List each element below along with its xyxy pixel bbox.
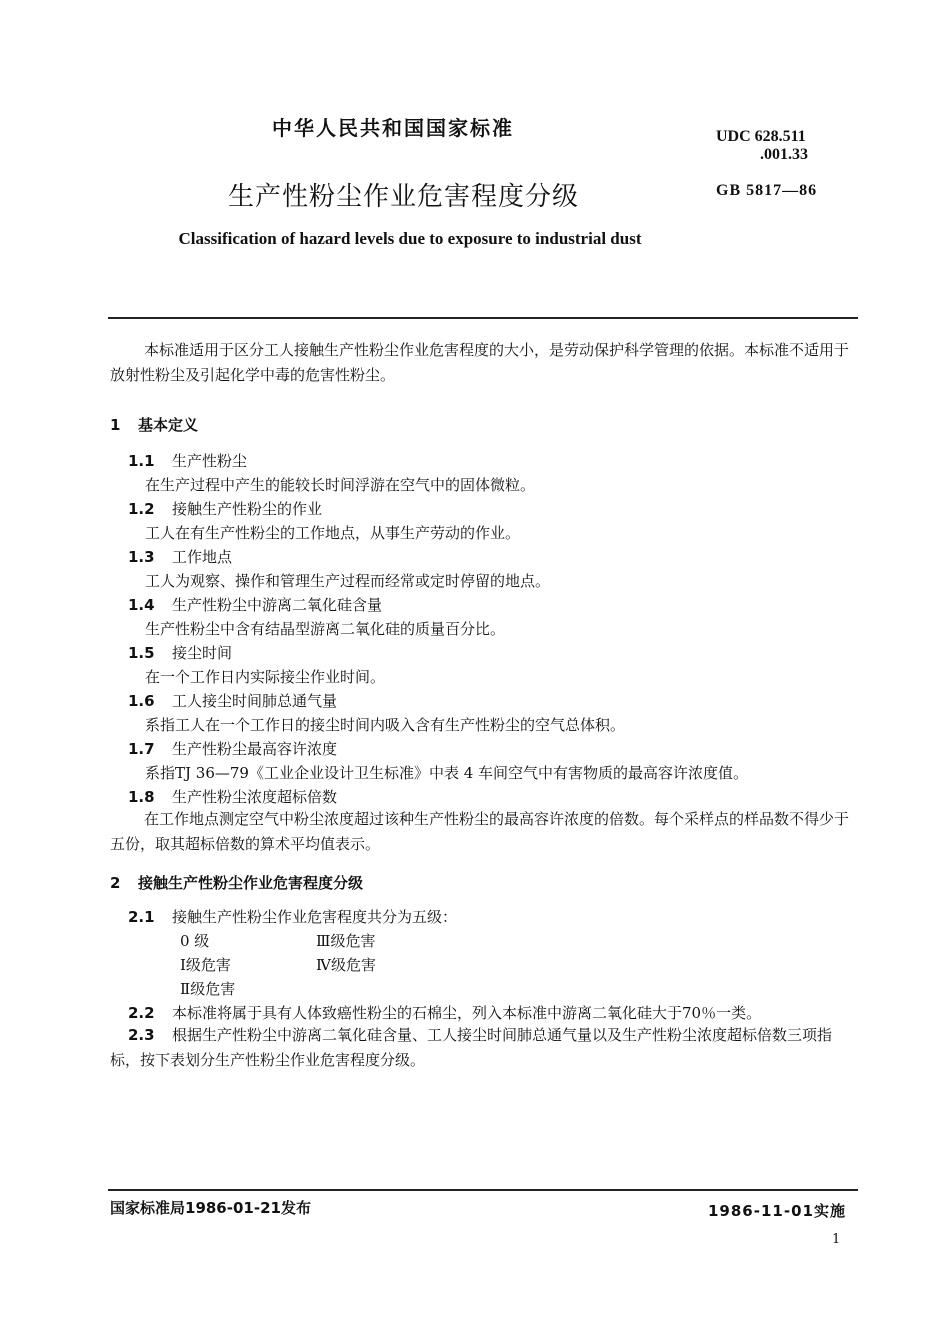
item-1-1-heading [128,450,247,471]
item-1-4-heading [128,594,382,615]
effective-date: 1986-11-01实施 [708,1202,846,1220]
item-number: 1.6 [128,692,155,710]
item-1-3-text: 工人为观察、操作和管理生产过程而经常或定时停留的地点。 [145,572,551,590]
grade-4: Ⅳ级危害 [316,956,376,974]
item-1-5-text: 在一个工作日内实际接尘作业时间。 [145,668,386,686]
item-number: 1.4 [128,596,155,614]
footer-divider [108,1189,858,1191]
page-number: 1 [832,1232,841,1247]
item-1-1-text: 在生产过程中产生的能较长时间浮游在空气中的固体微粒。 [145,476,536,494]
item-number: 1.5 [128,644,155,662]
grade-2: Ⅱ级危害 [180,980,236,998]
item-1-5-heading [128,642,232,663]
section-1-title: 基本定义 [138,416,199,434]
udc-line-2: .001.33 [760,146,808,163]
section-1-heading [110,414,198,435]
item-1-3-heading [128,546,232,567]
section-2-number: 2 [110,874,121,892]
item-1-4-text: 生产性粉尘中含有结晶型游离二氧化硅的质量百分比。 [145,620,506,638]
item-1-8-heading [128,786,337,807]
item-title: 接尘时间 [172,644,233,662]
item-number: 1.8 [128,788,155,806]
item-title: 生产性粉尘中游离二氧化硅含量 [172,596,383,614]
item-title: 生产性粉尘 [172,452,248,470]
grade-0: 0 级 [180,932,210,950]
item-title: 生产性粉尘浓度超标倍数 [172,788,338,806]
item-1-2-text: 工人在有生产性粉尘的工作地点，从事生产劳动的作业。 [145,524,521,542]
item-number: 1.2 [128,500,155,518]
item-1-6-text: 系指工人在一个工作日的接尘时间内吸入含有生产性粉尘的空气总体积。 [145,716,626,734]
item-text: 根据生产性粉尘中游离二氧化硅含量、工人接尘时间肺总通气量以及生产性粉尘浓度超标倍数三项指标，按下表划分生产性粉尘作业危害程度分级。 [110,1026,833,1069]
item-1-2-heading [128,498,322,519]
item-number: 2.3 [128,1026,155,1044]
national-standard-heading: 中华人民共和国国家标准 [272,116,514,140]
section-1-number: 1 [110,416,121,434]
item-title: 接触生产性粉尘的作业 [172,500,323,518]
item-title: 生产性粉尘最高容许浓度 [172,740,338,758]
item-1-7-heading [128,738,337,759]
item-1-6-heading [128,690,337,711]
item-title: 工人接尘时间肺总通气量 [172,692,338,710]
issued-date: 国家标准局1986-01-21发布 [110,1199,311,1217]
udc-line-1: UDC 628.511 [716,128,806,145]
item-number: 1.1 [128,452,155,470]
item-1-7-text: 系指TJ 36—79《工业企业设计卫生标准》中表 4 车间空气中有害物质的最高容许浓度值。 [145,764,749,782]
item-2-1 [128,906,457,927]
section-2-heading [110,872,363,893]
header-divider [108,317,858,319]
intro-paragraph: 本标准适用于区分工人接触生产性粉尘作业危害程度的大小，是劳动保护科学管理的依据。本标准不适用于放射性粉尘及引起化学中毒的危害性粉尘。 [110,341,850,384]
section-2-title: 接触生产性粉尘作业危害程度分级 [138,874,364,892]
item-2-2 [128,1002,761,1023]
item-1-8-text: 在工作地点测定空气中粉尘浓度超过该种生产性粉尘的最高容许浓度的倍数。每个采样点的样品数不得少于五份，取其超标倍数的算术平均值表示。 [110,810,850,853]
item-number: 1.3 [128,548,155,566]
grade-3: Ⅲ级危害 [316,932,376,950]
document-title-en: Classification of hazard levels due to exposure to industrial dust [178,229,642,248]
item-2-3 [110,1023,858,1073]
item-text: 本标准将属于具有人体致癌性粉尘的石棉尘，列入本标准中游离二氧化硅大于70％一类。 [172,1004,762,1022]
udc-code [716,128,808,164]
item-title: 工作地点 [172,548,233,566]
document-title-cn: 生产性粉尘作业危害程度分级 [228,182,580,212]
item-number: 1.7 [128,740,155,758]
item-text: 接触生产性粉尘作业危害程度共分为五级： [172,908,458,926]
gb-code: GB 5817—86 [716,182,818,199]
item-number: 2.2 [128,1004,155,1022]
item-number: 2.1 [128,908,155,926]
grade-1: Ⅰ级危害 [180,956,231,974]
